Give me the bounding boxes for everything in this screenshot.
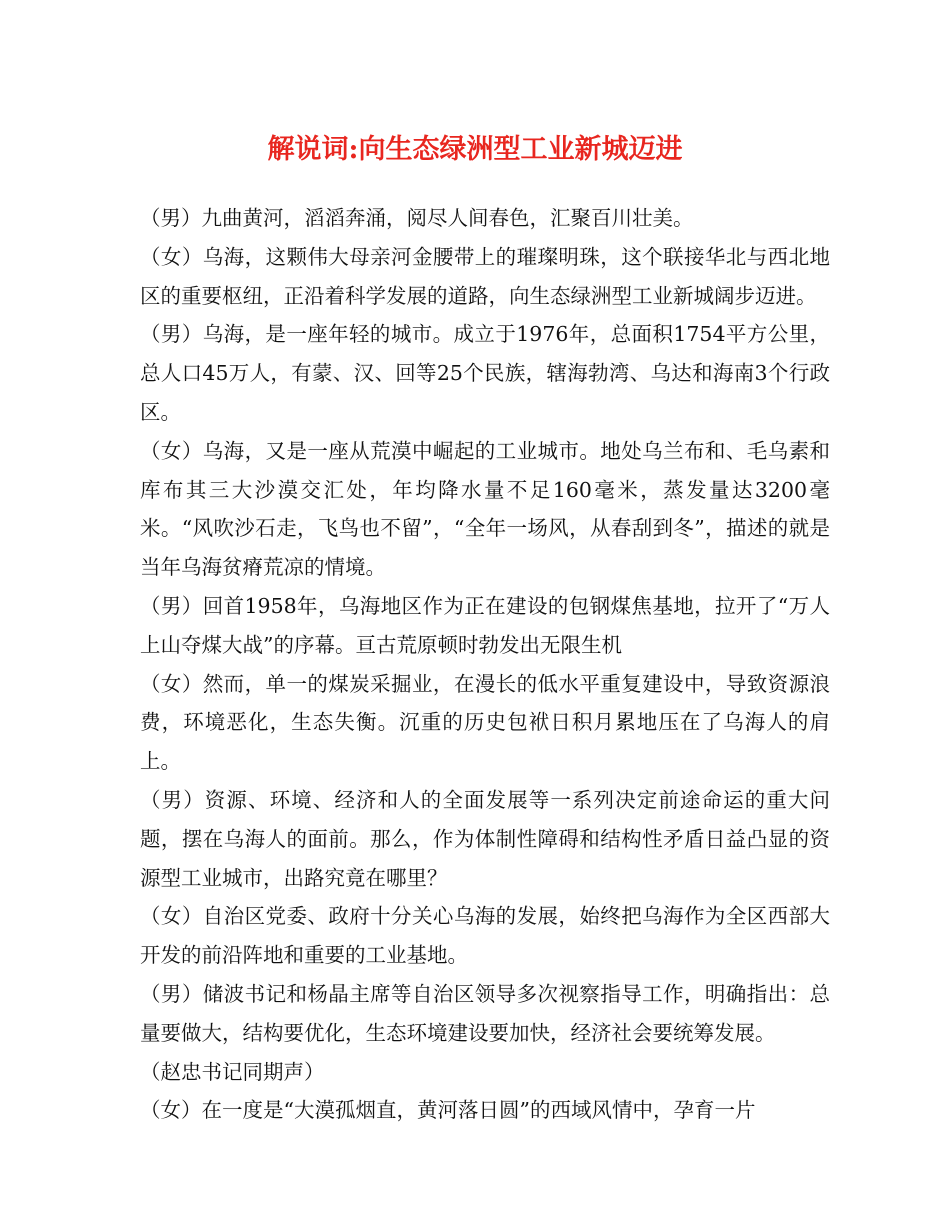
- paragraph-9: （男）储波书记和杨晶主席等自治区领导多次视察指导工作，明确指出：总量要做大，结构要优化，生态环境建设要加快，经济社会要统筹发展。: [140, 981, 830, 1045]
- document-body: [140, 199, 830, 1130]
- paragraph-8: （女）自治区党委、政府十分关心乌海的发展，始终把乌海作为全区西部大开发的前沿阵地和重要的工业基地。: [140, 904, 830, 968]
- paragraph-4: （女）乌海，又是一座从荒漠中崛起的工业城市。地处乌兰布和、毛乌素和库布其三大沙漠交汇处，年均降水量不足160毫米，蒸发量达3200毫米。“风吹沙石走，飞鸟也不留”，“全年一场风，从春刮到冬”，描述的就是当年乌海贫瘠荒凉的情境。: [140, 438, 830, 580]
- paragraph-1: （男）九曲黄河，滔滔奔涌，阅尽人间春色，汇聚百川壮美。: [140, 206, 694, 230]
- paragraph-6: （女）然而，单一的煤炭采掘业，在漫长的低水平重复建设中，导致资源浪费，环境恶化，生态失衡。沉重的历史包袱日积月累地压在了乌海人的肩上。: [140, 671, 830, 774]
- paragraph-5: （男）回首1958年，乌海地区作为正在建设的包钢煤焦基地，拉开了“万人上山夺煤大战”的序幕。亘古荒原顿时勃发出无限生机: [140, 593, 830, 657]
- paragraph-11: （女）在一度是“大漠孤烟直，黄河落日圆”的西域风情中，孕育一片: [140, 1098, 756, 1123]
- document-title: 解说词:向生态绿洲型工业新城迈进: [267, 134, 683, 165]
- paragraph-2: （女）乌海，这颗伟大母亲河金腰带上的璀璨明珠，这个联接华北与西北地区的重要枢纽，正沿着科学发展的道路，向生态绿洲型工业新城阔步迈进。: [140, 244, 830, 308]
- paragraph-7: （男）资源、环境、经济和人的全面发展等一系列决定前途命运的重大问题，摆在乌海人的面前。那么，作为体制性障碍和结构性矛盾日益凸显的资源型工业城市，出路究竟在哪里？: [140, 787, 830, 890]
- paragraph-3: （男）乌海，是一座年轻的城市。成立于1976年，总面积1754平方公里，总人口45万人，有蒙、汉、回等25个民族，辖海勃湾、乌达和海南3个行政区。: [140, 322, 830, 424]
- paragraph-10: （赵忠书记同期声）: [140, 1059, 325, 1084]
